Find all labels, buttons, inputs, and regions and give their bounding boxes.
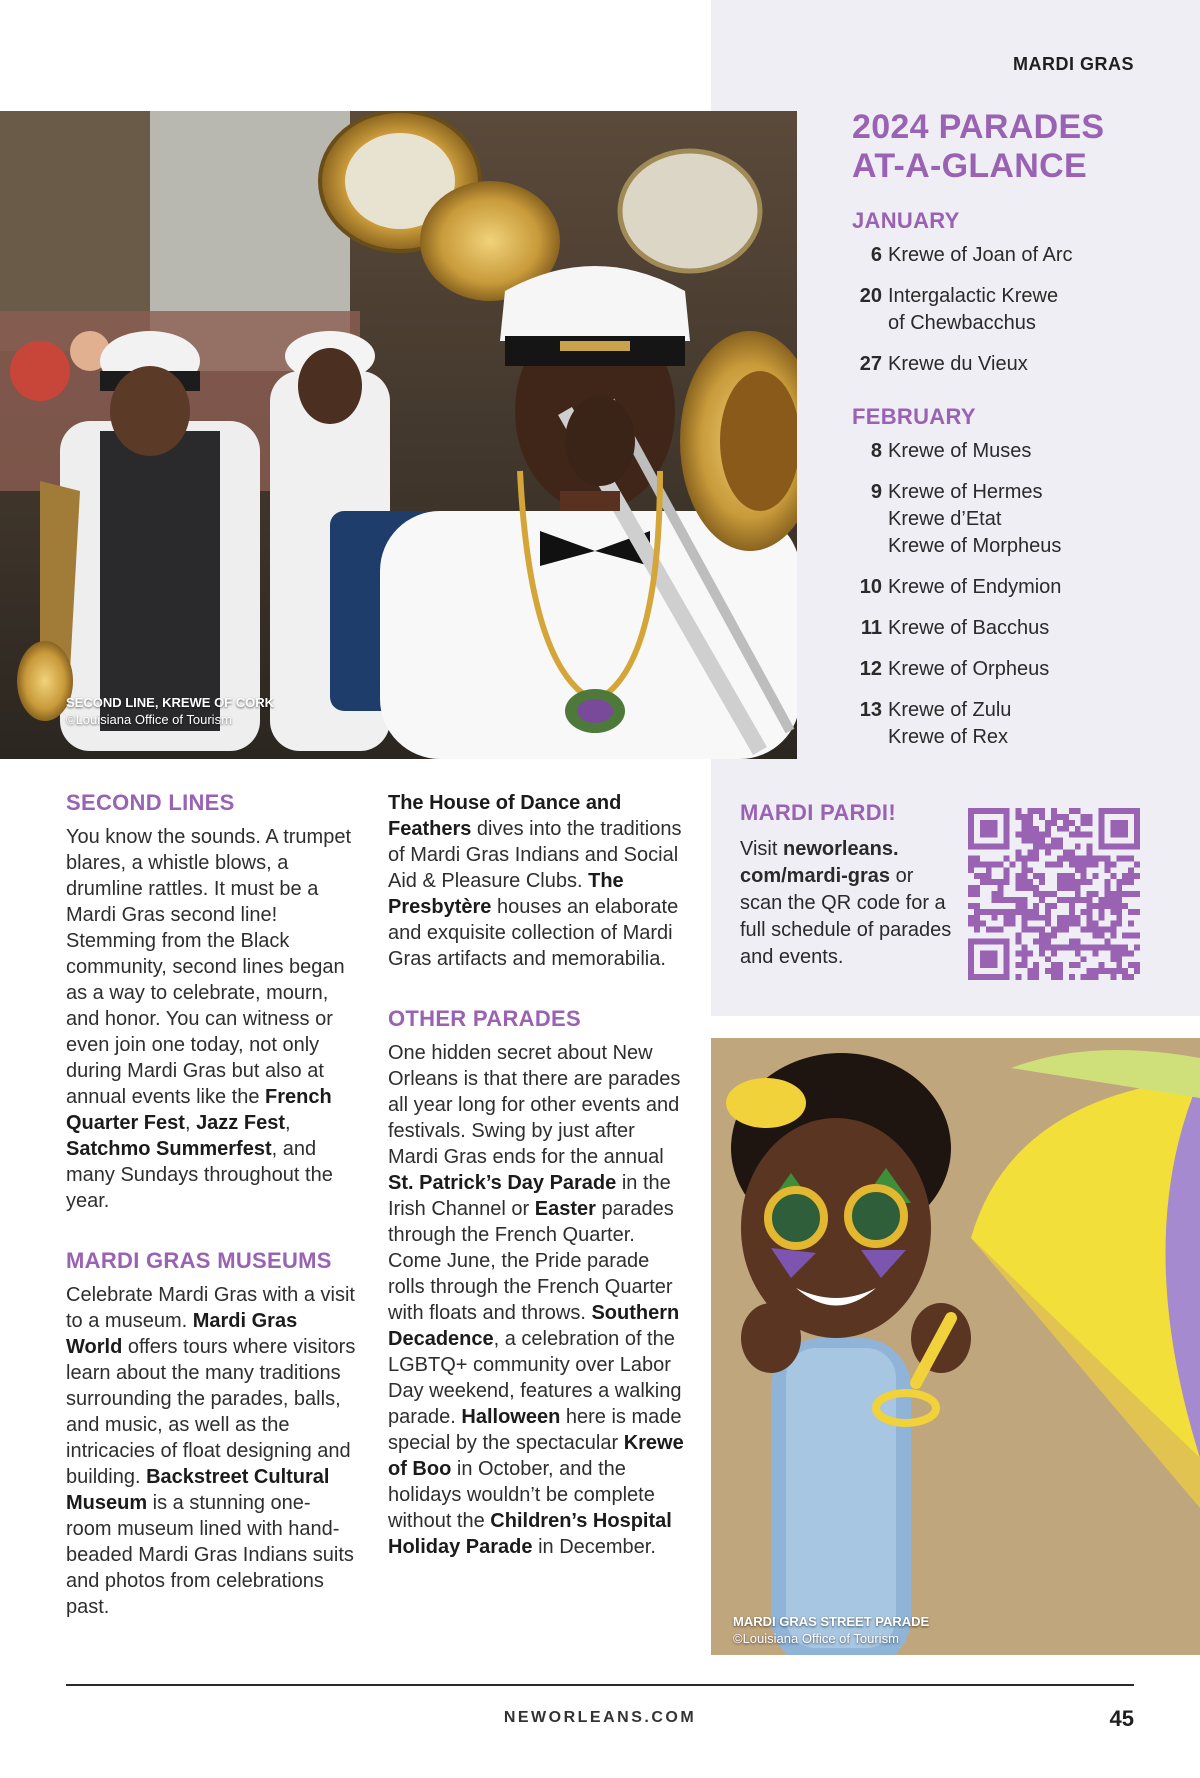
parade-name: Krewe of Hermes bbox=[888, 481, 1043, 503]
glance-title-line2: AT-A-GLANCE bbox=[852, 147, 1087, 185]
parade-entry bbox=[852, 242, 1152, 269]
month-heading: FEBRUARY bbox=[852, 404, 976, 429]
parade-day: 10 bbox=[859, 576, 882, 598]
glance-title bbox=[852, 108, 1152, 186]
glance-title-line1: 2024 PARADES bbox=[852, 108, 1105, 146]
parade-name: Krewe of Joan of Arc bbox=[888, 244, 1073, 266]
parade-entry bbox=[852, 615, 1152, 642]
parade-name: Krewe of Bacchus bbox=[888, 617, 1050, 639]
parade-entry bbox=[852, 283, 1152, 337]
qr-code-icon[interactable] bbox=[968, 808, 1140, 980]
parade-day: 13 bbox=[859, 699, 882, 721]
footer-site[interactable]: NEWORLEANS.COM bbox=[503, 1709, 697, 1726]
museums-heading: MARDI GRAS MUSEUMS bbox=[66, 1248, 332, 1273]
parade-name: Krewe of Morpheus bbox=[888, 535, 1062, 557]
parade-entry bbox=[852, 697, 1152, 751]
parade-entry bbox=[852, 479, 1152, 560]
mardi-pardi-title: MARDI PARDI! bbox=[740, 800, 896, 825]
parade-name: Krewe of Orpheus bbox=[888, 658, 1050, 680]
page-number: 45 bbox=[1109, 1706, 1134, 1731]
mardi-pardi-text-a: Visit bbox=[740, 838, 783, 860]
parade-name: Krewe d’Etat bbox=[888, 508, 1002, 530]
column-middle bbox=[388, 790, 686, 1560]
parade-name: Krewe of Zulu bbox=[888, 699, 1012, 721]
caption-title: SECOND LINE, KREWE OF CORK bbox=[66, 695, 275, 710]
parade-name: Intergalactic Krewe bbox=[888, 285, 1059, 307]
parade-day: 12 bbox=[859, 658, 882, 680]
other-parades-body: One hidden secret about New Orleans is that there are parades all year long for other events and festivals. Swing by just after Mardi Gras ends for the annual St. Patrick’s Day Parade in the Irish Channel or Easter parades through the French Quarter. Come June, the Pride parade rolls through the French Quarter with floats and throws. Southern Decadence, a celebration of the LGBTQ+ community over Labor Day weekend, features a walking parade. Halloween here is made special by the spectacular Krewe of Boo in October, and the holidays wouldn’t be complete without the Children’s Hospital Holiday Parade in December. bbox=[388, 1042, 684, 1558]
parade-name: Krewe of Rex bbox=[888, 726, 1009, 748]
girl-street-parade-photo bbox=[711, 1038, 1200, 1655]
column-left bbox=[66, 790, 356, 1620]
caption-credit: ©Louisiana Office of Tourism bbox=[733, 1631, 899, 1646]
top-photo-caption bbox=[66, 694, 274, 728]
mardi-pardi-text bbox=[740, 836, 960, 971]
second-lines-body: You know the sounds. A trumpet blares, a whistle blows, a drumline rattles. It must be a Mardi Gras second line! Stemming from the Black community, second lines began as a way to celebrate, mourn, and honor. You can witness or even join one today, not only during Mardi Gras but also at annual events like the French Quarter Fest, Jazz Fest, Satchmo Summerfest, and many Sundays throughout the year. bbox=[66, 826, 352, 1212]
other-parades-heading: OTHER PARADES bbox=[388, 1006, 581, 1031]
parade-day: 27 bbox=[859, 353, 882, 375]
parade-entry bbox=[852, 438, 1152, 465]
parades-at-a-glance bbox=[852, 108, 1152, 765]
house-of-dance-body: The House of Dance and Feathers dives into the traditions of Mardi Gras Indians and Social Aid & Pleasure Clubs. The Presbytère houses an elaborate and exquisite collection of Mardi Gras artifacts and memorabilia. bbox=[388, 792, 682, 970]
parade-day: 9 bbox=[870, 481, 882, 503]
mardi-pardi-link[interactable]: neworleans. com/mardi-gras bbox=[740, 838, 899, 887]
parade-name: of Chewbacchus bbox=[888, 312, 1036, 334]
parade-day: 8 bbox=[870, 440, 882, 462]
parade-entry bbox=[852, 351, 1152, 378]
month-heading: JANUARY bbox=[852, 208, 960, 233]
bottom-photo-caption bbox=[733, 1613, 929, 1647]
caption-credit: ©Louisiana Office of Tourism bbox=[66, 712, 232, 727]
parade-name: Krewe du Vieux bbox=[888, 353, 1028, 375]
parade-day: 6 bbox=[870, 244, 882, 266]
section-label: MARDI GRAS bbox=[1013, 54, 1134, 74]
second-lines-heading: SECOND LINES bbox=[66, 790, 235, 815]
parade-day: 11 bbox=[860, 617, 882, 639]
caption-title: MARDI GRAS STREET PARADE bbox=[733, 1614, 930, 1629]
parade-name: Krewe of Muses bbox=[888, 440, 1032, 462]
parade-entry bbox=[852, 656, 1152, 683]
parade-day: 20 bbox=[859, 285, 882, 307]
footer-rule bbox=[66, 1684, 1134, 1686]
museums-body: Celebrate Mardi Gras with a visit to a museum. Mardi Gras World offers tours where visitors learn about the many traditions surrounding the parades, balls, and music, as well as the intricacies of float designing and building. Backstreet Cultural Museum is a stunning one-room museum lined with hand-beaded Mardi Gras Indians suits and photos from celebrations past. bbox=[66, 1284, 356, 1618]
parade-name: Krewe of Endymion bbox=[888, 576, 1062, 598]
mardi-pardi-text-b: or scan the QR code for a full schedule of parades and events. bbox=[740, 865, 952, 968]
parade-entry bbox=[852, 574, 1152, 601]
mardi-pardi-box bbox=[740, 800, 960, 971]
brass-band-photo bbox=[0, 111, 797, 759]
